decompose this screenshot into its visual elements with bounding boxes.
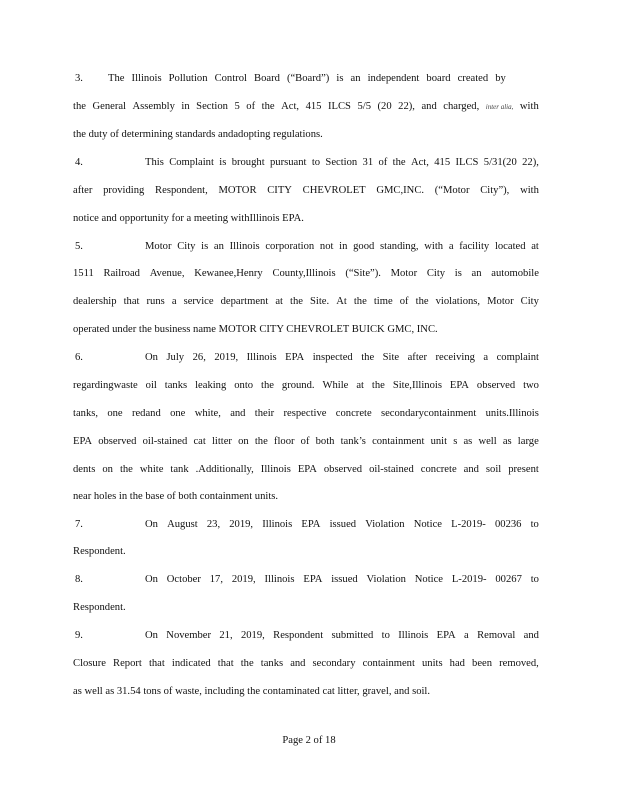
paragraph-number: 5. [75, 241, 83, 252]
word: with [424, 241, 444, 252]
word: EPA [449, 380, 469, 391]
word: a [171, 296, 177, 307]
word: in [339, 241, 348, 252]
paragraph-number: 3. [75, 73, 83, 84]
word: Notice [414, 574, 443, 585]
word: Notice [413, 519, 442, 530]
paragraph-number: 7. [75, 519, 83, 530]
word: and [523, 630, 539, 641]
word: 31 [362, 157, 374, 168]
word: concrete [335, 408, 372, 419]
word: Illinois [262, 519, 293, 530]
word: respective [283, 408, 327, 419]
word: the [254, 436, 268, 447]
word: tanks [260, 658, 284, 669]
word: two [523, 380, 539, 391]
word: 5 [234, 101, 240, 112]
paragraph-line [73, 657, 539, 671]
paragraph-line [73, 407, 539, 421]
word: of [399, 296, 409, 307]
word: of [300, 436, 310, 447]
word: automobile [491, 268, 539, 279]
word: board [426, 73, 451, 84]
word: observed [98, 436, 137, 447]
paragraph-first-line [145, 156, 539, 170]
word: floor [273, 436, 295, 447]
paragraph-line [73, 295, 539, 309]
word: the [240, 658, 254, 669]
word: with [520, 185, 539, 196]
word: providing [103, 185, 145, 196]
word: tanks [164, 380, 188, 391]
word: 2019, [229, 519, 254, 530]
word: of [246, 101, 256, 112]
word: Act, [281, 101, 300, 112]
word: to [530, 519, 539, 530]
word: Avenue, [149, 268, 185, 279]
word: secondary [312, 658, 356, 669]
paragraph-line [73, 435, 539, 449]
word: 2019, [231, 574, 256, 585]
word: and [463, 464, 479, 475]
paragraph-line: as well as 31.54 tons of waste, including the contaminated cat litter, gravel, and soil. [73, 686, 431, 697]
word: EPA [301, 519, 321, 530]
word: soil [485, 464, 502, 475]
word: on [102, 464, 113, 475]
word: not [319, 241, 334, 252]
word: ground. [281, 380, 315, 391]
word: the [261, 380, 274, 391]
word: the [415, 296, 429, 307]
word: 26, [192, 352, 206, 363]
word: The [108, 73, 125, 84]
word: standing, [380, 241, 419, 252]
word: ILCS [327, 101, 351, 112]
word: complaint [496, 352, 539, 363]
word: cat [193, 436, 206, 447]
word: been [472, 658, 493, 669]
word: City”), [480, 185, 510, 196]
word: 21, [219, 630, 233, 641]
word: in [181, 101, 190, 112]
word: Kewanee,Henry [194, 268, 263, 279]
word: Illinois [398, 630, 429, 641]
word: Pollution [168, 73, 208, 84]
word: Board [254, 73, 280, 84]
word: a [448, 241, 454, 252]
word: issued [329, 519, 357, 530]
word: 415 [434, 157, 451, 168]
word: CITY [267, 185, 292, 196]
word: and [421, 101, 437, 112]
word: on [238, 436, 249, 447]
word: Illinois [229, 241, 260, 252]
word: 2019, [214, 352, 239, 363]
word: 1511 [73, 268, 94, 279]
word: EPA [73, 436, 93, 447]
word: Illinois [260, 464, 291, 475]
word: tank [170, 464, 189, 475]
word: oil [145, 380, 157, 391]
paragraph-first-line [145, 240, 539, 254]
word: 00267 [495, 574, 522, 585]
word: units [422, 658, 443, 669]
word: is [219, 157, 227, 168]
word: service [183, 296, 214, 307]
word: observed [323, 464, 363, 475]
word: City [426, 268, 446, 279]
word: While [322, 380, 349, 391]
word: brought [231, 157, 265, 168]
word: the [353, 296, 367, 307]
paragraph-line: Respondent. [73, 602, 126, 613]
word: At [336, 296, 347, 307]
word: 23, [206, 519, 221, 530]
page-number-footer: Page 2 of 18 [282, 735, 336, 746]
word: their [254, 408, 275, 419]
word: MOTOR [218, 185, 257, 196]
word: an [471, 268, 482, 279]
word: one [170, 408, 186, 419]
paragraph-first-line [145, 351, 539, 365]
word: at [531, 241, 539, 252]
word: present [508, 464, 539, 475]
word: runs [146, 296, 165, 307]
word: onto [234, 380, 254, 391]
word: concrete [420, 464, 457, 475]
word: Motor [145, 241, 172, 252]
word: removed, [499, 658, 539, 669]
paragraph-line: notice and opportunity for a meeting withIllinois EPA. [73, 213, 304, 224]
word: violations, [435, 296, 481, 307]
word: the [392, 157, 406, 168]
paragraph-line: the duty of determining standards andadopting regulations. [73, 129, 323, 140]
word: containment [362, 658, 415, 669]
paragraph-line: operated under the business name MOTOR CITY CHEVROLET BUICK GMC, INC. [73, 324, 438, 335]
paragraph-number: 9. [75, 630, 83, 641]
word: charged, [443, 101, 480, 112]
word: 415 [305, 101, 322, 112]
italic-latin-phrase: inter alia, [485, 103, 514, 111]
word: a [464, 630, 469, 641]
paragraph-line [73, 184, 539, 198]
word: November [166, 630, 212, 641]
word: City [177, 241, 196, 252]
word: as [502, 436, 512, 447]
paragraph-first-line [145, 518, 539, 532]
word: Section [325, 157, 358, 168]
word: of [378, 157, 388, 168]
word: Closure [73, 658, 106, 669]
word: ILCS [455, 157, 479, 168]
word: units.Illinois [485, 408, 539, 419]
word: Act, [410, 157, 429, 168]
word: submitted [331, 630, 374, 641]
word: containment [372, 436, 425, 447]
paragraph-line: near holes in the base of both containment units. [73, 491, 279, 502]
word: to [381, 630, 390, 641]
word: Report [113, 658, 142, 669]
word: This [145, 157, 164, 168]
word: On [145, 630, 158, 641]
word: Assembly [132, 101, 175, 112]
word: On [145, 574, 158, 585]
word: City [520, 296, 539, 307]
word: as [463, 436, 473, 447]
word: Section [196, 101, 228, 112]
word: independent [367, 73, 420, 84]
paragraph-line [73, 100, 539, 114]
paragraph-first-line [145, 629, 539, 643]
word: that [217, 658, 234, 669]
word: by [495, 73, 506, 84]
word: L-2019- [451, 519, 486, 530]
paragraph-first-line [145, 573, 539, 587]
word: oil-stained [142, 436, 188, 447]
word: good [353, 241, 375, 252]
word: regardingwaste [73, 380, 138, 391]
word: 17, [209, 574, 223, 585]
word: County,Illinois [272, 268, 336, 279]
word: Illinois [131, 73, 162, 84]
word: 22), [522, 157, 539, 168]
word: (“Site”). [345, 268, 381, 279]
word: department [220, 296, 269, 307]
word: white, [194, 408, 221, 419]
word: tank’s [340, 436, 366, 447]
word: tanks, [73, 408, 99, 419]
word: (“Board”) [286, 73, 330, 84]
word: redand [131, 408, 161, 419]
word: L-2019- [451, 574, 487, 585]
word: after [407, 352, 428, 363]
word: (“Motor [434, 185, 470, 196]
word: at [356, 380, 364, 391]
word: an [350, 73, 361, 84]
word: located [494, 241, 526, 252]
word: EPA [297, 464, 317, 475]
word: Complaint [169, 157, 214, 168]
line-tail: with [519, 101, 539, 112]
word: On [145, 519, 158, 530]
word: indicated [171, 658, 211, 669]
word: pursuant [270, 157, 307, 168]
word: 5/5 [357, 101, 371, 112]
paragraph-number: 4. [75, 157, 83, 168]
word: a [483, 352, 489, 363]
word: CHEVROLET [302, 185, 366, 196]
word: Illinois [264, 574, 295, 585]
paragraph-line [73, 379, 539, 393]
word: the [290, 296, 303, 307]
word: is [454, 268, 462, 279]
word: secondarycontainment [380, 408, 477, 419]
paragraph-number: 8. [75, 574, 83, 585]
word: Site [382, 352, 400, 363]
word: litter [211, 436, 232, 447]
word: Site. [310, 296, 330, 307]
word: unit [430, 436, 448, 447]
word: created [457, 73, 489, 84]
paragraph-line: Respondent. [73, 546, 126, 557]
paragraph-line [73, 463, 539, 477]
word: EPA [303, 574, 323, 585]
word: one [107, 408, 123, 419]
word: corporation [265, 241, 315, 252]
word: had [449, 658, 465, 669]
word: to [530, 574, 539, 585]
word: On [145, 352, 158, 363]
word: time [373, 296, 393, 307]
word: 22), [398, 101, 415, 112]
word: Illinois [246, 352, 277, 363]
word: Railroad [103, 268, 140, 279]
word: Motor [390, 268, 418, 279]
word: Site,Illinois [392, 380, 442, 391]
word: GMC,INC. [376, 185, 425, 196]
paragraph-number: 6. [75, 352, 83, 363]
word: facility [459, 241, 490, 252]
word: August [167, 519, 198, 530]
word: October [166, 574, 201, 585]
word: an [213, 241, 224, 252]
paragraph-line [73, 267, 539, 281]
word: the [261, 101, 275, 112]
word: Motor [487, 296, 514, 307]
word: well [478, 436, 497, 447]
word: the [371, 380, 385, 391]
word: Removal [477, 630, 516, 641]
word: .Additionally, [195, 464, 254, 475]
word: after [73, 185, 93, 196]
word: large [517, 436, 539, 447]
word: General [92, 101, 126, 112]
paragraph-first-line [108, 72, 506, 86]
word: 2019, [240, 630, 265, 641]
word: and [230, 408, 246, 419]
word: the [73, 101, 86, 112]
word: leaking [195, 380, 227, 391]
word: (20 [377, 101, 392, 112]
word: is [336, 73, 344, 84]
word: issued [331, 574, 358, 585]
word: Respondent, [155, 185, 208, 196]
word: the [361, 352, 375, 363]
word: Respondent [273, 630, 324, 641]
word: Violation [366, 574, 406, 585]
word: 5/31(20 [483, 157, 517, 168]
word: 00236 [494, 519, 522, 530]
word: Violation [365, 519, 405, 530]
word: and [290, 658, 306, 669]
word: the [119, 464, 133, 475]
word: that [148, 658, 165, 669]
word: EPA [436, 630, 456, 641]
word: EPA [285, 352, 305, 363]
word: receiving [435, 352, 475, 363]
word: both [315, 436, 335, 447]
word: white [139, 464, 164, 475]
word: observed [476, 380, 516, 391]
word: dealership [73, 296, 117, 307]
word: to [311, 157, 321, 168]
word: dents [73, 464, 96, 475]
word: that [123, 296, 140, 307]
word: oil-stained [369, 464, 414, 475]
word: July [166, 352, 185, 363]
word: s [453, 436, 458, 447]
word: is [201, 241, 209, 252]
word: inspected [312, 352, 353, 363]
word: Control [214, 73, 247, 84]
word: at [275, 296, 283, 307]
